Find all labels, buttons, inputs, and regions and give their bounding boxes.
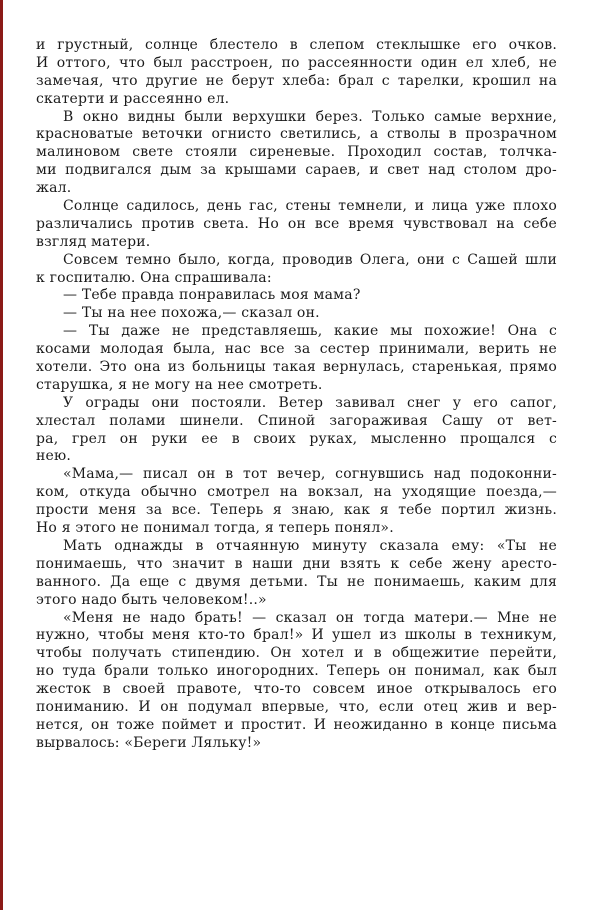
text-line: скатерти и рассеянно ел. bbox=[36, 90, 230, 107]
text-line: «Мама,— писал он в тот вечер, согнувшись над подоконни- bbox=[63, 466, 557, 483]
text-line: ми подвигался дым за крышами сараев, и свет над столом дро- bbox=[36, 162, 557, 179]
text-line: замечая, что другие не берут хлеба: брал с тарелки, крошил на bbox=[36, 72, 557, 89]
text-line: Мать однажды в отчаянную минуту сказала ему: «Ты не bbox=[63, 537, 557, 554]
text-line: — Тебе правда понравилась моя мама? bbox=[63, 287, 361, 304]
paragraph-3 bbox=[36, 198, 557, 252]
text-column bbox=[36, 37, 557, 753]
text-line: В окно видны были верхушки берез. Только самые верхние, bbox=[63, 108, 557, 125]
paragraph-9 bbox=[36, 466, 557, 538]
text-line: — Ты даже не представляешь, какие мы похожие! Она с bbox=[63, 323, 557, 340]
text-line: понимаешь, что значит в наши дни взять к себе жену аресто- bbox=[36, 555, 557, 572]
text-line: к госпиталю. Она спрашивала: bbox=[36, 269, 272, 286]
paragraph-11 bbox=[36, 610, 557, 753]
text-line: чтобы получать стипендию. Он хотел и в общежитие перейти, bbox=[36, 645, 557, 662]
text-line: «Меня не надо брать! — сказал он тогда матери.— Мне не bbox=[63, 609, 557, 626]
page-edge-line bbox=[0, 0, 3, 910]
paragraph-1 bbox=[36, 37, 557, 109]
paragraph-6 bbox=[36, 305, 557, 323]
text-line: ванного. Да еще с двумя детьми. Ты не понимаешь, каким для bbox=[36, 573, 557, 590]
paragraph-8 bbox=[36, 395, 557, 467]
paragraph-4 bbox=[36, 252, 557, 288]
text-line: красноватые веточки огнисто светились, а стволы в прозрачном bbox=[36, 126, 557, 143]
text-line: косами молодая была, нас все за сестер принимали, верить не bbox=[36, 341, 557, 358]
text-line: — Ты на нее похожа,— сказал он. bbox=[63, 305, 320, 322]
text-line: Совсем темно было, когда, проводив Олега, они с Сашей шли bbox=[63, 251, 557, 268]
paragraph-7 bbox=[36, 323, 557, 395]
text-line: жал. bbox=[36, 180, 72, 197]
text-line: и грустный, солнце блестело в слепом стеклышке его очков. bbox=[36, 37, 557, 53]
text-line: различались против света. Но он все время чувствовал на себе bbox=[36, 215, 557, 232]
text-line: нею. bbox=[36, 448, 72, 465]
text-line: нужно, чтобы меня кто-то брал!» И ушел из школы в техникум, bbox=[36, 627, 557, 644]
paragraph-5 bbox=[36, 287, 557, 305]
paragraph-10 bbox=[36, 538, 557, 610]
text-line: но туда брали только иногородних. Теперь он понимал, как был bbox=[36, 663, 557, 680]
text-line: этого надо быть человеком!..» bbox=[36, 591, 267, 608]
text-line: У ограды они постояли. Ветер завивал снег у его сапог, bbox=[63, 394, 557, 411]
text-line: нется, он тоже поймет и простит. И неожиданно в конце письма bbox=[36, 716, 557, 733]
text-line: малиновом свете стояли сиреневые. Проходил состав, толчка- bbox=[36, 144, 557, 161]
text-line: старушка, я не могу на нее смотреть. bbox=[36, 376, 323, 393]
text-line: взгляд матери. bbox=[36, 233, 151, 250]
text-line: ком, откуда обычно смотрел на вокзал, на уходящие поезда,— bbox=[36, 484, 557, 501]
paragraph-2 bbox=[36, 109, 557, 198]
text-line: И оттого, что был расстроен, по рассеянности один ел хлеб, не bbox=[36, 54, 557, 71]
text-line: пониманию. И он подумал впервые, что, если отец жив и вер- bbox=[36, 698, 557, 715]
text-line: вырвалось: «Береги Ляльку!» bbox=[36, 734, 262, 751]
text-line: Солнце садилось, день гас, стены темнели, и лица уже плохо bbox=[63, 198, 557, 215]
text-line: хлестал полами шинели. Спиной загораживая Сашу от вет- bbox=[36, 412, 557, 429]
text-line: ра, грел он руки ее в своих руках, мысленно прощался с bbox=[36, 430, 557, 447]
text-line: жесток в своей правоте, что-то совсем иное открывалось его bbox=[36, 681, 557, 698]
text-line: Но я этого не понимал тогда, я теперь понял». bbox=[36, 520, 394, 537]
text-line: хотели. Это она из больницы такая вернулась, старенькая, прямо bbox=[36, 359, 557, 376]
text-line: прости меня за все. Теперь я знаю, как я тебе портил жизнь. bbox=[36, 502, 557, 519]
